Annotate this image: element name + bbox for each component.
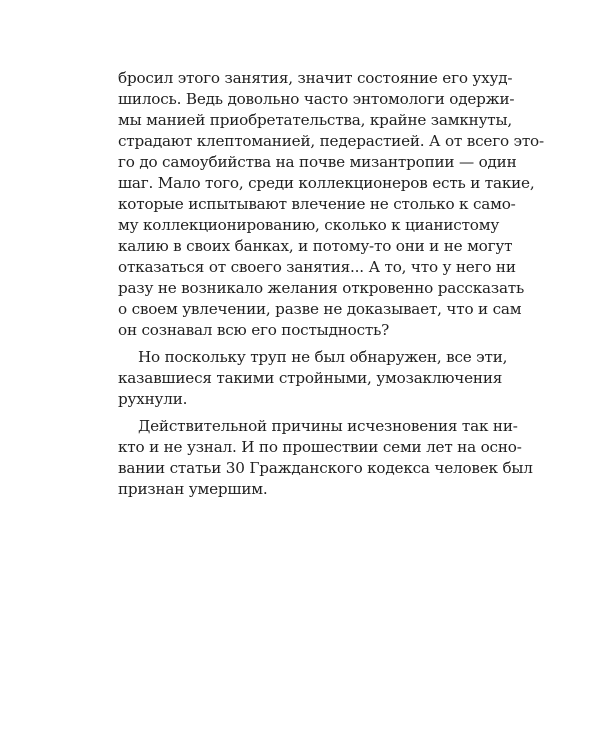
text-line: которые испытывают влечение не столько к само- [118, 195, 516, 213]
text-line: калию в своих банках, и потому-то они и не могут [118, 237, 513, 255]
text-line: бросил этого занятия, значит состояние его ухуд- [118, 69, 513, 87]
text-line: Но поскольку труп не был обнаружен, все эти, [138, 348, 508, 366]
paragraph-2 [118, 347, 508, 410]
paragraph-1 [118, 68, 544, 341]
text-line: рухнули. [118, 390, 188, 408]
text-line: мы манией приобретательства, крайне замкнуты, [118, 111, 513, 129]
text-line: страдают клептоманией, педерастией. А от всего это- [118, 132, 544, 150]
text-line: он сознавал всю его постыдность? [118, 321, 390, 339]
text-line: Действительной причины исчезновения так ни- [138, 417, 518, 435]
text-line: разу не возникало желания откровенно рассказать [118, 279, 525, 297]
text-line: му коллекционированию, сколько к цианистому [118, 216, 500, 234]
text-line: о своем увлечении, разве не доказывает, что и сам [118, 300, 522, 318]
text-line: признан умершим. [118, 480, 268, 498]
text-line: го до самоубийства на почве мизантропии — один [118, 153, 517, 171]
paragraph-3 [118, 416, 533, 500]
body-text [118, 68, 544, 500]
text-line: вании статьи 30 Гражданского кодекса человек был [118, 459, 533, 477]
text-line: отказаться от своего занятия... А то, что у него ни [118, 258, 516, 276]
text-line: шаг. Мало того, среди коллекционеров есть и такие, [118, 174, 535, 192]
text-line: кто и не узнал. И по прошествии семи лет на осно- [118, 438, 522, 456]
text-line: казавшиеся такими стройными, умозаключения [118, 369, 503, 387]
text-line: шилось. Ведь довольно часто энтомологи одержи- [118, 90, 515, 108]
